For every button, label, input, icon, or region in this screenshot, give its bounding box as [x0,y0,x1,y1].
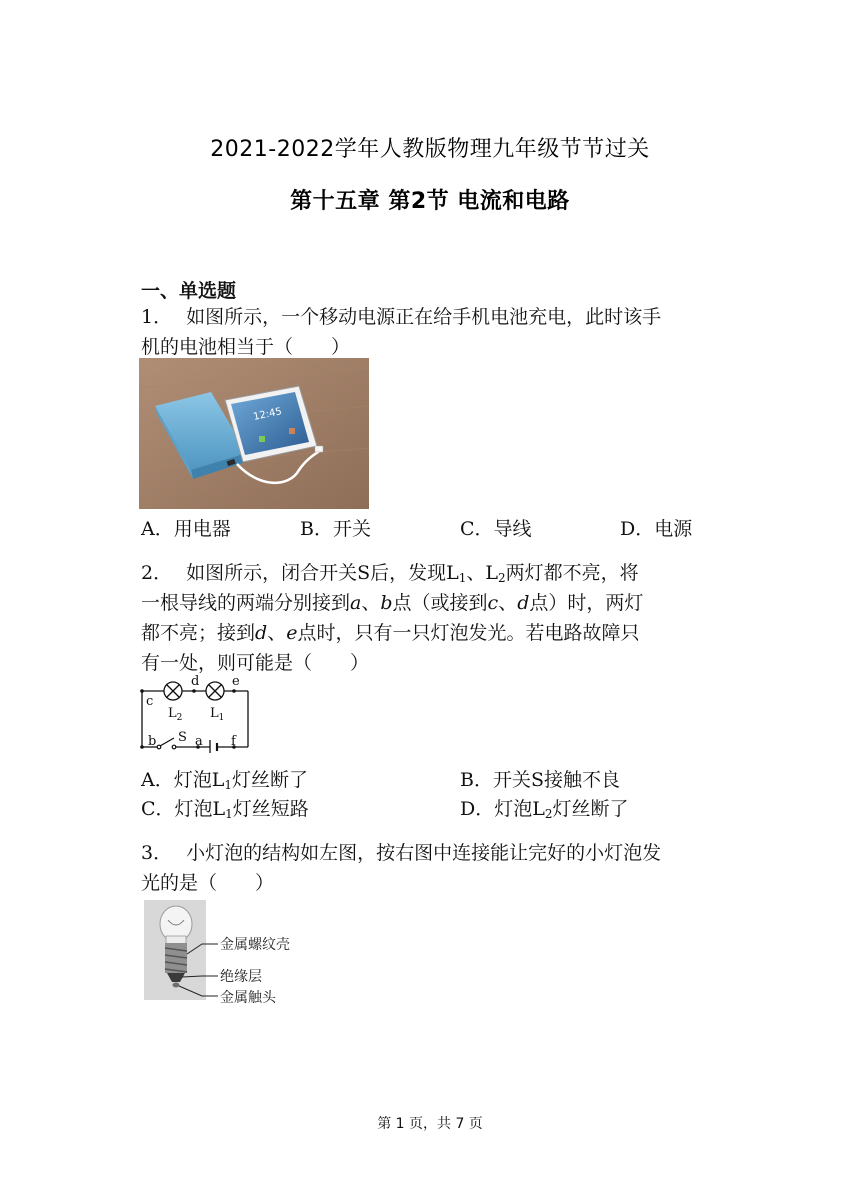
q1-option-b: B．开关 [300,518,371,540]
q2-line1: 2． 如图所示，闭合开关S后，发现$L_1$、$L_2$两灯都不亮，将 [141,562,639,585]
q2-option-b: B．开关S接触不良 [460,769,620,791]
powerbank-phone-image [139,358,369,509]
q1-powerbank-photo [139,358,369,509]
q3-number: 3． [141,842,173,864]
label-l1: $L_1$ [210,706,225,723]
q2-option-d: D．灯泡$L_2$灯丝断了 [460,798,629,821]
q1-line1 [141,302,661,332]
q1-option-c: C．导线 [460,518,532,540]
document-title: 2021-2022学年人教版物理九年级节节过关 [210,137,650,162]
label-d: d [191,674,200,689]
battery-symbol [210,740,217,753]
svg-text:12:45: 12:45 [252,406,283,423]
q2-option-c: C．灯泡$L_1$灯丝短路 [141,798,309,821]
label-metal-shell: 金属螺纹壳 [220,937,290,953]
q2-option-a: A．灯泡$L_1$灯丝断了 [141,769,308,792]
label-s: S [178,730,187,745]
page-footer: 第 1 页，共 7 页 [377,1116,483,1132]
label-a: a [195,734,203,749]
q3-line2: 光的是（ ） [141,872,275,894]
q2-line2: 一根导线的两端分别接到a、b点（或接到c、d点）时，两灯 [141,592,644,614]
q1-number: 1． [141,306,173,328]
q1-option-a: A．用电器 [141,518,231,540]
document-subtitle: 第十五章 第2节 电流和电路 [290,189,570,214]
switch-symbol [157,738,176,749]
q2-circuit-diagram [138,673,258,753]
label-insulation: 绝缘层 [220,969,262,985]
label-e: e [232,674,240,689]
label-metal-contact: 金属触头 [220,990,276,1006]
lamp-l2-symbol [164,682,182,700]
label-f: f [231,734,236,749]
q1-option-d: D．电源 [620,518,693,540]
q3-text-line1: 小灯泡的结构如左图，按右图中连接能让完好的小灯泡发 [186,842,662,864]
q3-line1 [141,838,661,868]
q3-bulb-figure [144,898,314,1018]
label-l2: $L_2$ [168,706,183,723]
label-b: b [148,734,157,749]
q2-number: 2． [141,562,173,584]
q2-line3: 都不亮；接到d、e点时，只有一只灯泡发光。若电路故障只 [141,622,640,644]
label-c: c [146,694,154,709]
q2-line4: 有一处，则可能是（ ） [141,652,370,674]
lamp-l1-symbol [206,682,224,700]
q1-text-line1: 如图所示，一个移动电源正在给手机电池充电，此时该手 [186,306,662,328]
section-heading: 一、单选题 [141,280,237,302]
q1-line2: 机的电池相当于（ ） [141,336,351,358]
